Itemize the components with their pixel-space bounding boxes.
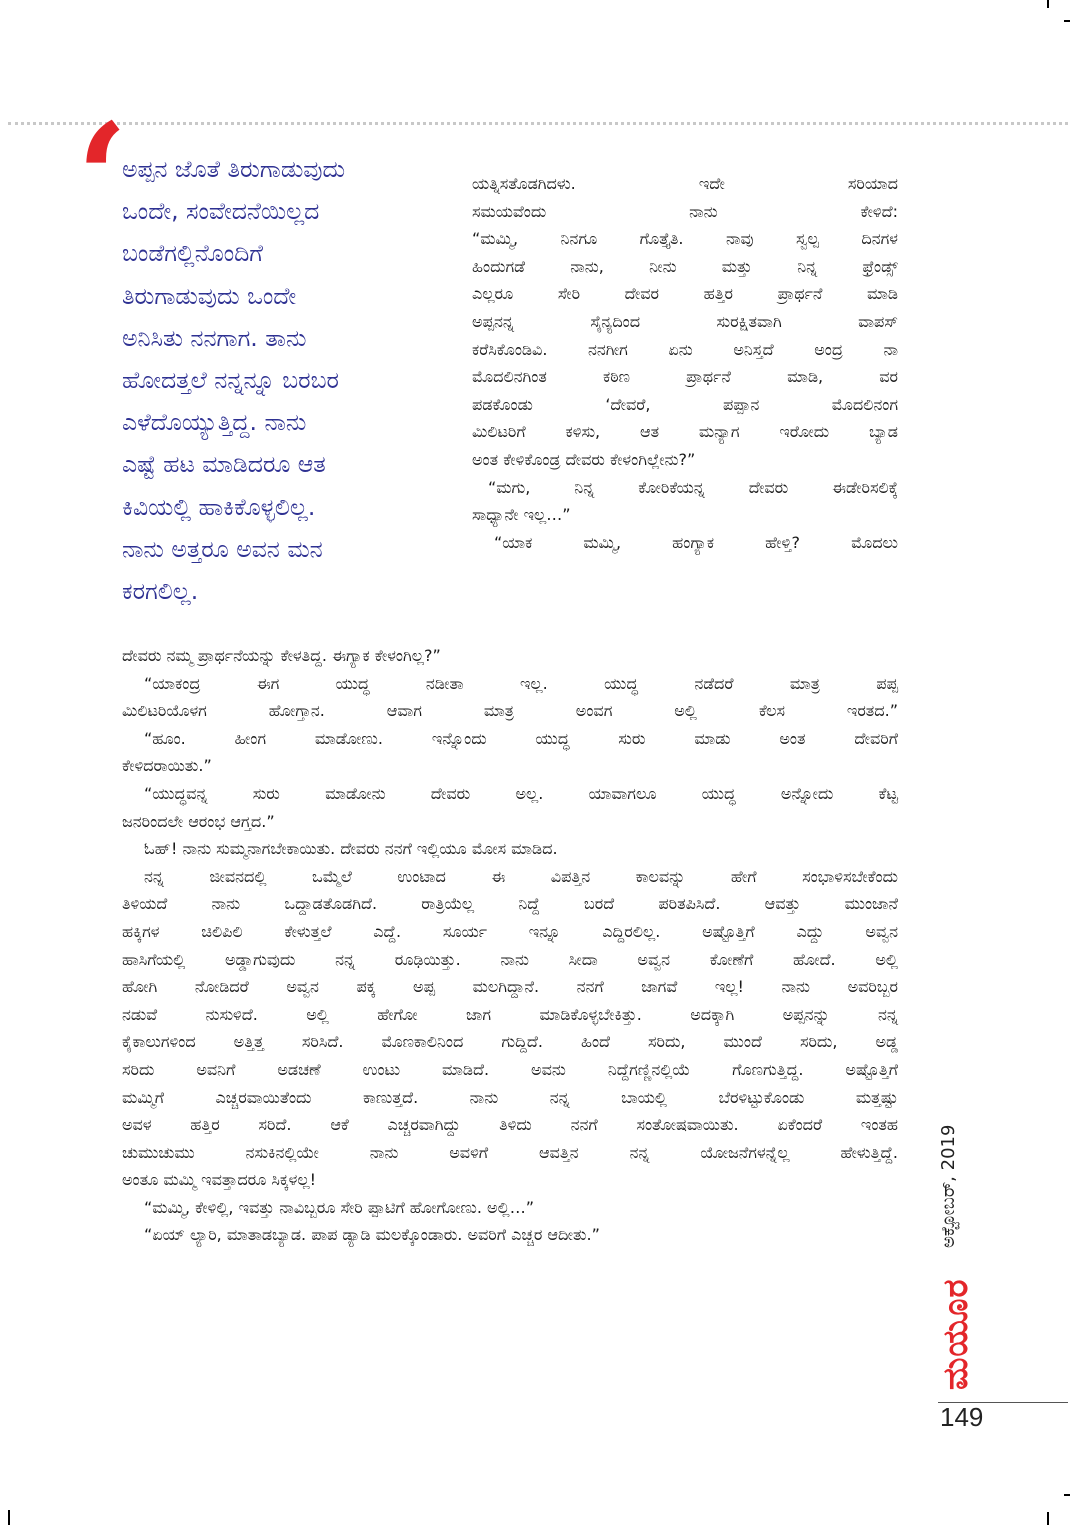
pullquote-line: ತಿರುಗಾಡುವುದು ಒಂದೇ [122,281,297,310]
body-text-line: “ಮಮ್ಮಿ, ನಿನಗೂ ಗೊತ್ತೈತಿ. ನಾವು ಸ್ವಲ್ಪ ದಿನಗಳ [472,229,898,249]
body-text-line: ಸಮಯವೆಂದು ನಾನು ಕೇಳಿದೆ: [472,201,898,221]
crop-mark [1064,1494,1070,1496]
body-text-line: ಚುಮುಚುಮು ನಸುಕಿನಲ್ಲಿಯೇ ನಾನು ಅವಳಿಗೆ ಆವತ್ತಿನ ನನ್ನ ಯೋಜನೆಗಳನ್ನೆಲ್ಲ ಹೇಳುತ್ತಿದ್ದೆ. [122,1142,898,1162]
pullquote-line: ಹೋದತ್ತಲೆ ನನ್ನನ್ನೂ ಬರಬರ [122,366,339,395]
pullquote-line: ಕರಗಲಿಲ್ಲ. [122,577,199,606]
body-text-line: “ಯುದ್ಧವನ್ನ ಸುರು ಮಾಡೋನು ದೇವರು ಅಲ್ಲ. ಯಾವಾಗಲೂ ಯುದ್ಧ ಅನ್ನೋದು ಕೆಟ್ಟ [144,783,898,803]
body-text-line: ಅಂತೂ ಮಮ್ಮಿ ಇವತ್ತಾದರೂ ಸಿಕ್ಕಳಲ್ಲ! [122,1170,317,1190]
body-text-line: “ಯಾಕ ಮಮ್ಮಿ, ಹಂಗ್ಯಾಕ ಹೇಳ್ತಿ? ಮೊದಲು [494,532,898,552]
crop-mark [8,1510,10,1525]
body-text-line: “ಮಗು, ನಿನ್ನ ಕೋರಿಕೆಯನ್ನ ದೇವರು ಈಡೇರಿಸಲಿಕ್ಕೆ [488,477,898,497]
issue-date [938,1068,978,1258]
crop-mark [1047,1512,1049,1525]
pullquote-line: ಅನಿಸಿತು ನನಗಾಗ. ತಾನು [122,323,307,352]
body-text-line: ಹಿಂದುಗಡೆ ನಾನು, ನೀನು ಮತ್ತು ನಿನ್ನ ಫ್ರೆಂಡ್ಸ್ [472,256,898,276]
body-text-line: ನಡುವೆ ನುಸುಳಿದೆ. ಅಲ್ಲಿ ಹೇಗೋ ಜಾಗ ಮಾಡಿಕೊಳ್ಳಬೇಕಿತ್ತು. ಅದಕ್ಕಾಗಿ ಅಪ್ಪನನ್ನು ನನ್ನ [122,1004,898,1024]
top-dotted-rule [8,122,1068,125]
body-text-line: ಪಡಕೊಂಡು ‘ದೇವರೆ, ಪಪ್ಪಾನ ಮೊದಲಿನಂಗ [472,394,898,414]
body-text-line: ಕೈಕಾಲುಗಳಿಂದ ಅತ್ತಿತ್ತ ಸರಿಸಿದೆ. ಮೊಣಕಾಲಿನಿಂದ ಗುದ್ದಿದೆ. ಹಿಂದೆ ಸರಿದು, ಮುಂದೆ ಸರಿದು, ಅಡ್ಡ [122,1032,898,1052]
body-text-line: ಹಾಸಿಗೆಯಲ್ಲಿ ಅಡ್ಡಾಗುವುದು ನನ್ನ ರೂಢಿಯಿತ್ತು. ನಾನು ಸೀದಾ ಅವ್ವನ ಕೋಣೆಗೆ ಹೋದೆ. ಅಲ್ಲಿ [122,949,898,969]
magazine-logo [936,1250,976,1390]
body-text-line: ಕರೆಸಿಕೊಂಡಿವಿ. ನನಗೀಗ ಏನು ಅನಿಸ್ತದೆ ಅಂದ್ರ ನಾ [472,339,898,359]
body-text-line: ಸಾಧ್ಯಾನೇ ಇಲ್ಲ…” [472,505,571,525]
pullquote-line: ನಾನು ಅತ್ತರೂ ಅವನ ಮನ [122,534,323,563]
body-text-line: ಮಿಲಿಟರಿಗೆ ಕಳಿಸು, ಆತ ಮನ್ಯಾಗ ಇರೋದು ಬ್ಯಾಡ [472,422,898,442]
right-text-column [472,170,898,556]
body-text-line: ಎಲ್ಲರೂ ಸೇರಿ ದೇವರ ಹತ್ತಿರ ಪ್ರಾರ್ಥನೆ ಮಾಡಿ [472,284,898,304]
body-text-line: ಅಪ್ಪನನ್ನ ಸೈನ್ಯದಿಂದ ಸುರಕ್ಷಿತವಾಗಿ ವಾಪಸ್ [472,311,898,331]
pullquote-line: ಅಪ್ಪನ ಜೊತೆ ತಿರುಗಾಡುವುದು [122,155,346,183]
body-text-line: ಅಂತ ಕೇಳಿಕೊಂಡ್ರ ದೇವರು ಕೇಳಂಗಿಲ್ಲೇನು?” [472,449,696,469]
body-text-line: ಹಕ್ಕಿಗಳ ಚಿಲಿಪಿಲಿ ಕೇಳುತ್ತಲೆ ಎದ್ದೆ. ಸೂರ್ಯ ಇನ್ನೂ ಎದ್ದಿರಲಿಲ್ಲ. ಅಷ್ಟೊತ್ತಿಗೆ ಎದ್ದು ಅವ್ವನ [122,921,898,941]
pullquote-line: ಬಂಡೆಗಲ್ಲಿನೊಂದಿಗೆ [122,239,263,268]
body-text-line: “ಹೂಂ. ಹೀಂಗ ಮಾಡೋಣು. ಇನ್ನೊಂದು ಯುದ್ಧ ಸುರು ಮಾಡು ಅಂತ ದೇವರಿಗೆ [144,728,898,748]
body-text-line: ನನ್ನ ಜೀವನದಲ್ಲಿ ಒಮ್ಮೆಲೆ ಉಂಟಾದ ಈ ವಿಪತ್ತಿನ ಕಾಲವನ್ನು ಹೇಗೆ ಸಂಭಾಳಿಸಬೇಕೆಂದು [144,866,898,886]
page-number: 149 [940,1402,984,1432]
body-text-line: “ಮಮ್ಮಿ, ಕೇಳಿಲ್ಲಿ, ಇವತ್ತು ನಾವಿಬ್ಬರೂ ಸೇರಿ ಪ್ಪಾಟಿಗೆ ಹೋಗೋಣು. ಅಲ್ಲಿ…” [144,1197,534,1217]
pullquote-line: ಎಳೆದೊಯ್ಯುತ್ತಿದ್ದ. ನಾನು [122,408,307,437]
full-text-column [122,642,898,1249]
pullquote-mark-icon: ‘ [76,91,129,267]
pullquote-line: ಒಂದೇ, ಸಂವೇದನೆಯಿಲ್ಲದ [122,197,320,226]
body-text-line: “ಏಯ್ ಲ್ಯಾರಿ, ಮಾತಾಡಬ್ಯಾಡ. ಪಾಪ ಡ್ಯಾಡಿ ಮಲಕ್ಕೊಂಡಾರು. ಅವರಿಗೆ ಎಚ್ಚರ ಆದೀತು.” [144,1225,600,1245]
body-text-line: ಅವಳ ಹತ್ತಿರ ಸರಿದೆ. ಆಕೆ ಎಚ್ಚರವಾಗಿದ್ದು ತಿಳಿದು ನನಗೆ ಸಂತೋಷವಾಯಿತು. ಏಕೆಂದರೆ ಇಂತಹ [122,1115,898,1135]
body-text-line: ಸರಿದು ಅವನಿಗೆ ಅಡಚಣೆ ಉಂಟು ಮಾಡಿದೆ. ಅವನು ನಿದ್ದೆಗಣ್ಣಿನಲ್ಲಿಯೆ ಗೊಣಗುತ್ತಿದ್ದ. ಅಷ್ಟೊತ್ತಿಗೆ [122,1059,898,1079]
pullquote-line: ಎಷ್ಟೆ ಹಟ ಮಾಡಿದರೂ ಆತ [122,450,326,479]
body-text-line: ಮೊದಲಿನಗಿಂತ ಕಠಿಣ ಪ್ರಾರ್ಥನೆ ಮಾಡಿ, ವರ [472,367,898,387]
body-text-line: ಮಿಲಿಟರಿಯೊಳಗ ಹೋಗ್ತಾನ. ಆವಾಗ ಮಾತ್ರ ಅಂವಗ ಅಲ್ಲಿ ಕೆಲಸ ಇರತದ.” [122,701,898,721]
body-text-line: ತಿಳಿಯದೆ ನಾನು ಒದ್ದಾಡತೊಡಗಿದೆ. ರಾತ್ರಿಯೆಲ್ಲ ನಿದ್ದೆ ಬರದೆ ಪರಿತಪಿಸಿದೆ. ಆವತ್ತು ಮುಂಜಾನೆ [122,894,898,914]
body-text-line: ಯತ್ನಿಸತೊಡಗಿದಳು. ಇದೇ ಸರಿಯಾದ [472,174,898,193]
body-text-line: ಜನರಿಂದಲೇ ಆರಂಭ ಆಗ್ತದ.” [122,811,275,831]
crop-mark [1064,20,1070,22]
body-text-line: ಕೇಳಿದರಾಯಿತು.” [122,756,212,776]
magazine-logo-text: ಮಯೂರ [936,1278,976,1390]
body-text-line: ಓಹ್! ನಾನು ಸುಮ್ಮನಾಗಬೇಕಾಯಿತು. ದೇವರು ನನಗೆ ಇಲ್ಲಿಯೂ ಮೋಸ ಮಾಡಿದ. [144,839,558,859]
crop-mark [1047,0,1049,8]
body-text-line: ದೇವರು ನಮ್ಮ ಪ್ರಾರ್ಥನೆಯನ್ನು ಕೇಳತಿದ್ದ. ಈಗ್ಯಾಕ ಕೇಳಂಗಿಲ್ಲ?” [122,646,441,665]
issue-date-text: ಅಕ್ಟೋಬರ್, 2019 [938,1124,959,1248]
body-text-line: ಹೋಗಿ ನೋಡಿದರೆ ಅವ್ವನ ಪಕ್ಕ ಅಪ್ಪ ಮಲಗಿದ್ದಾನೆ. ನನಗೆ ಜಾಗವೆ ಇಲ್ಲ! ನಾನು ಅವರಿಬ್ಬರ [122,977,898,997]
pullquote [122,148,452,612]
body-text-line: ಮಮ್ಮಿಗೆ ಎಚ್ಚರವಾಯಿತೆಂದು ಕಾಣುತ್ತದೆ. ನಾನು ನನ್ನ ಬಾಯಲ್ಲಿ ಬೆರಳಿಟ್ಟುಕೊಂಡು ಮತ್ತಷ್ಟು [122,1087,898,1107]
pullquote-line: ಕಿವಿಯಲ್ಲಿ ಹಾಕಿಕೊಳ್ಳಲಿಲ್ಲ. [122,492,316,521]
body-text-line: “ಯಾಕಂದ್ರ ಈಗ ಯುದ್ಧ ನಡೀತಾ ಇಲ್ಲ. ಯುದ್ಧ ನಡೆದರೆ ಮಾತ್ರ ಪಪ್ಪ [144,673,898,693]
